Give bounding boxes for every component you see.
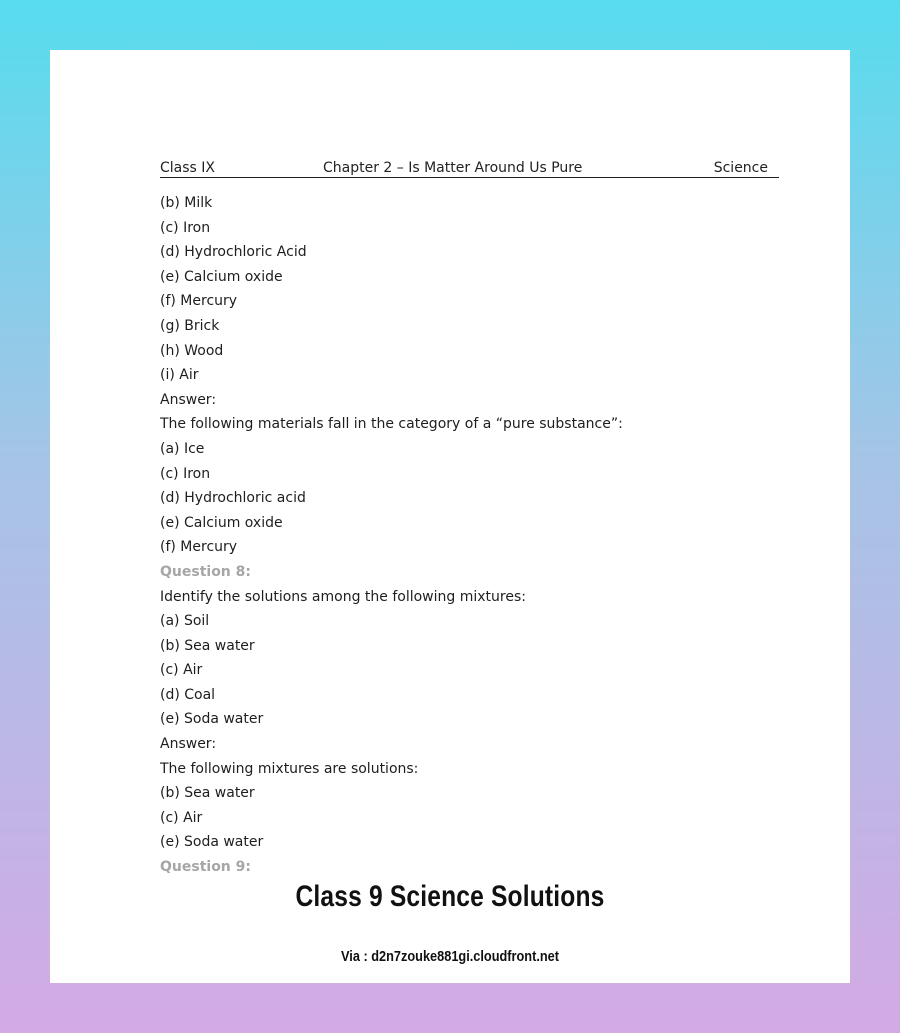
document-page	[50, 50, 850, 983]
caption-title: Class 9 Science Solutions	[295, 880, 605, 913]
document-header	[160, 159, 779, 178]
list-item: (c) Air	[160, 809, 203, 826]
body-text: The following materials fall in the category of a “pure substance”:	[160, 416, 623, 433]
list-item: (f) Mercury	[160, 293, 238, 310]
list-item: (i) Air	[160, 367, 199, 384]
list-item: (d) Hydrochloric Acid	[160, 244, 307, 261]
list-item: (h) Wood	[160, 342, 224, 359]
list-item: (a) Ice	[160, 440, 205, 457]
list-item: (c) Iron	[160, 219, 211, 236]
list-item: (g) Brick	[160, 317, 220, 334]
question-heading: Question 9:	[160, 859, 251, 876]
answer-label: Answer:	[160, 736, 217, 753]
list-item: (c) Iron	[160, 465, 211, 482]
list-item: (e) Soda water	[160, 834, 264, 851]
list-item: (b) Sea water	[160, 785, 255, 802]
list-item: (e) Soda water	[160, 711, 264, 728]
list-item: (b) Sea water	[160, 637, 255, 654]
list-item: (e) Calcium oxide	[160, 514, 283, 531]
list-item: (d) Hydrochloric acid	[160, 490, 306, 507]
body-text: Identify the solutions among the following mixtures:	[160, 588, 526, 605]
caption-source: Via : d2n7zouke881gi.cloudfront.net	[341, 948, 559, 965]
body-text: The following mixtures are solutions:	[160, 760, 419, 777]
list-item: (c) Air	[160, 662, 203, 679]
list-item: (e) Calcium oxide	[160, 268, 283, 285]
answer-label: Answer:	[160, 391, 217, 408]
header-class-label: Class IX	[160, 160, 216, 176]
header-chapter-title: Chapter 2 – Is Matter Around Us Pure	[323, 160, 583, 176]
list-item: (d) Coal	[160, 686, 216, 703]
list-item: (f) Mercury	[160, 539, 238, 556]
header-subject-label: Science	[713, 160, 768, 176]
document-body	[160, 191, 623, 880]
list-item: (a) Soil	[160, 613, 210, 630]
question-heading: Question 8:	[160, 563, 251, 580]
list-item: (b) Milk	[160, 195, 213, 211]
